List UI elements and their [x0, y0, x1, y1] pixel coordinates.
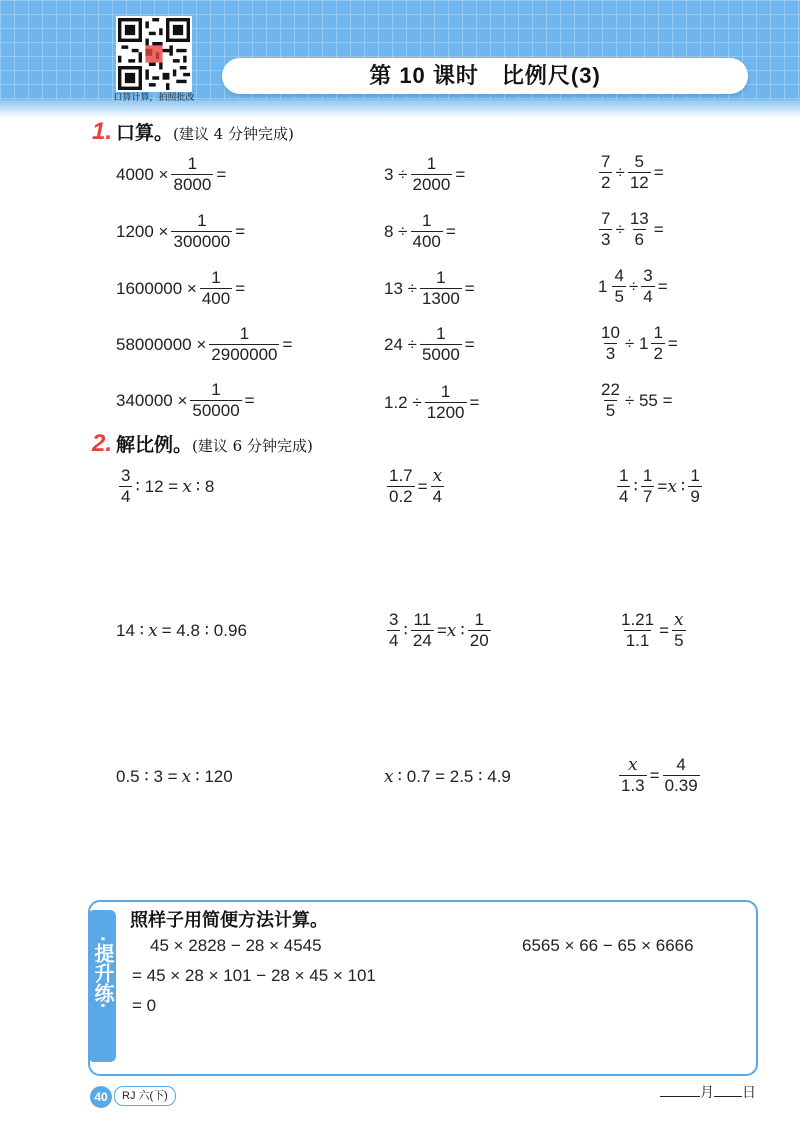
fraction [420, 324, 462, 365]
numerator: 1.21 [621, 610, 655, 629]
equals: = [417, 476, 428, 496]
equals: = [445, 221, 456, 241]
numerator: 1 [197, 211, 207, 230]
expr-text: = 4.8 ∶ 0.96 [161, 621, 247, 640]
expr-text: ∶ 0.7 = 2.5 ∶ 4.9 [397, 767, 511, 786]
numerator: 1 [211, 380, 221, 399]
numerator: 1 [474, 610, 484, 629]
denominator: 50000 [192, 401, 240, 420]
date-field [660, 1082, 756, 1102]
denominator: 2 [653, 344, 663, 363]
fraction [599, 209, 612, 250]
expr-text: 1600000 × [116, 278, 197, 298]
section-1-hint: (建议 4 分钟完成) [173, 125, 294, 143]
fraction [688, 466, 701, 507]
denominator: 4 [619, 487, 629, 506]
expr-text: ∶ 8 [195, 476, 215, 496]
fraction [209, 324, 279, 365]
oral-3-3 [598, 266, 668, 307]
proportion-8 [384, 767, 511, 787]
section-1-number: 1. [92, 118, 113, 145]
operator: ÷ [615, 219, 625, 239]
equals: = [216, 164, 227, 184]
expr-text: 8 ÷ [384, 221, 408, 241]
proportion-3 [614, 466, 705, 507]
operator: ÷ [628, 276, 639, 296]
numerator: 1 [619, 466, 629, 485]
numerator: 1 [690, 466, 700, 485]
variable-x: x [628, 755, 638, 775]
equals: = [649, 765, 660, 785]
section-1-title: 口算。 [116, 123, 174, 144]
denominator: 2000 [412, 175, 451, 194]
variable-x: x [446, 620, 457, 641]
numerator: 1 [436, 268, 446, 287]
equals: = [469, 392, 480, 412]
variable-x: x [384, 767, 394, 787]
oral-3-1 [596, 152, 664, 193]
numerator: 10 [601, 323, 620, 342]
variable-x: x [667, 476, 677, 497]
denominator: 6 [634, 230, 644, 249]
variable-x: x [181, 767, 192, 787]
denominator: 20 [469, 631, 489, 650]
equals: = [436, 620, 447, 640]
oral-1-4 [116, 324, 292, 365]
denominator: 24 [412, 631, 432, 650]
fraction [200, 268, 232, 309]
expr-text: 58000000 × [116, 334, 207, 354]
numerator: 1 [436, 324, 446, 343]
denominator: 2 [601, 173, 611, 192]
denominator: 3 [601, 230, 611, 249]
numerator: 3 [643, 266, 653, 285]
proportion-5 [384, 610, 494, 651]
fraction [425, 382, 467, 423]
numerator: 3 [389, 610, 399, 629]
oral-3-4 [596, 323, 678, 364]
example-line-3: = 0 [132, 996, 157, 1015]
numerator: 13 [629, 209, 649, 228]
fraction [387, 466, 415, 507]
expr-text: 3 ÷ [384, 164, 408, 184]
proportion-6 [616, 610, 689, 651]
fraction [411, 211, 443, 252]
denominator: 12 [629, 173, 649, 192]
numerator: 5 [634, 152, 644, 171]
denominator: 7 [642, 487, 653, 506]
expr-text: 4000 × [116, 164, 169, 184]
fraction [651, 323, 664, 364]
ratio-colon: ∶ [460, 620, 465, 640]
fraction [599, 323, 622, 364]
expr-text: 1200 × [116, 221, 169, 241]
numerator: 1 [426, 154, 437, 173]
numerator: 7 [601, 209, 611, 228]
denominator: 5000 [421, 345, 460, 364]
example-line-2: = 45 × 28 × 101 − 28 × 45 × 101 [132, 966, 376, 985]
advanced-problem: 6565 × 66 − 65 × 6666 [522, 936, 694, 955]
denominator: 0.39 [664, 776, 698, 795]
expr-text: 14 ∶ [116, 621, 145, 640]
numerator: 1 [239, 324, 250, 343]
section-2-title: 解比例。 [116, 435, 193, 456]
page-number: 40 [90, 1086, 112, 1108]
denominator: 5 [674, 631, 684, 650]
denominator: 2900000 [211, 345, 278, 364]
fraction [612, 266, 625, 307]
qr-code-icon [118, 18, 190, 90]
denominator: 1.3 [621, 776, 645, 795]
fraction [420, 268, 462, 309]
fraction [171, 154, 213, 195]
variable-x: x [182, 476, 192, 497]
denominator: 1300 [421, 289, 460, 308]
denominator: 1.1 [625, 631, 650, 650]
operator: ÷ [615, 162, 625, 182]
denominator: 1200 [426, 403, 465, 422]
numerator: 1 [421, 211, 432, 230]
advanced-side-label [88, 936, 116, 1017]
denominator: 4 [643, 287, 653, 306]
equals: = [464, 334, 475, 354]
numerator: 4 [676, 755, 686, 774]
proportion-7 [116, 767, 233, 787]
equals: = [464, 278, 475, 298]
fraction [411, 610, 434, 651]
expr-text: 24 ÷ [384, 334, 417, 354]
month-label: 月 [700, 1084, 714, 1100]
denominator: 400 [412, 232, 441, 251]
equals: = [244, 390, 255, 410]
equals: = [667, 333, 678, 353]
denominator: 8000 [173, 175, 212, 194]
day-blank[interactable] [714, 1082, 742, 1097]
side-label-text: ·提升练· [91, 936, 113, 1010]
denominator: 5 [614, 287, 624, 306]
oral-3-5 [596, 380, 673, 421]
denominator: 300000 [173, 232, 231, 251]
equals: = [235, 278, 246, 298]
oral-2-3 [384, 268, 475, 309]
fraction [663, 755, 700, 796]
oral-3-2 [596, 209, 664, 250]
numerator: 1 [642, 466, 653, 485]
fraction [599, 152, 612, 193]
expr-text: 0.5 ∶ 3 = [116, 767, 178, 786]
numerator: 1 [211, 268, 221, 287]
denominator: 3 [605, 344, 616, 363]
fraction [411, 154, 453, 195]
denominator: 400 [201, 289, 231, 308]
oral-2-5 [384, 382, 479, 423]
oral-1-3 [116, 268, 245, 309]
denominator: 4 [432, 487, 443, 506]
variable-x: x [432, 466, 443, 486]
section-2-heading [92, 430, 313, 458]
numerator: 1 [187, 154, 198, 173]
lesson-title: 第 10 课时 比例尺(3) [369, 63, 601, 88]
fraction [641, 266, 654, 307]
numerator: 7 [601, 152, 611, 171]
denominator: 9 [690, 487, 700, 506]
expr-text: 1.2 ÷ [384, 392, 422, 412]
qr-code[interactable] [116, 16, 192, 92]
fraction [641, 466, 654, 507]
equals: = [653, 162, 664, 182]
equals: = [657, 276, 668, 296]
fraction [468, 610, 491, 651]
operator: ÷ 1 [624, 333, 649, 353]
denominator: 4 [389, 631, 399, 650]
month-blank[interactable] [660, 1082, 700, 1097]
fraction [672, 610, 686, 651]
expr-text: 340000 × [116, 390, 188, 410]
ratio-colon: ∶ [680, 476, 686, 496]
numerator: 1 [653, 323, 663, 342]
section-2-hint: (建议 6 分钟完成) [192, 437, 313, 455]
fraction [628, 152, 651, 193]
proportion-2 [384, 466, 447, 507]
expr-text: ∶ 120 [195, 767, 233, 786]
equals: = [282, 334, 293, 354]
fraction [628, 209, 651, 250]
numerator: 3 [121, 466, 131, 485]
fraction [190, 380, 241, 421]
fraction [387, 610, 400, 651]
denominator: 4 [121, 487, 131, 506]
equals: = [455, 164, 466, 184]
day-label: 日 [742, 1084, 756, 1100]
expr-text: ÷ 55 = [624, 390, 673, 410]
denominator: 0.2 [389, 487, 413, 506]
numerator: 1 [440, 382, 451, 401]
ratio-colon: ∶ [633, 476, 638, 496]
book-label: RJ 六(下) [114, 1086, 176, 1106]
fraction [619, 610, 656, 651]
equals: = [657, 476, 668, 496]
section-1-heading [92, 118, 294, 146]
oral-1-5 [116, 380, 255, 421]
ratio-colon: ∶ [403, 620, 408, 640]
fraction [599, 380, 622, 421]
expr-text: ∶ 12 = [135, 476, 179, 496]
equals: = [235, 221, 246, 241]
equals: = [653, 219, 664, 239]
oral-2-1 [384, 154, 465, 195]
whole-number: 1 [598, 276, 608, 296]
denominator: 5 [605, 401, 616, 420]
lesson-title-bar [222, 58, 748, 94]
fraction [119, 466, 132, 507]
proportion-9 [616, 755, 703, 796]
oral-1-2 [116, 211, 245, 252]
fraction [431, 466, 445, 507]
numerator: 4 [614, 266, 624, 285]
numerator: 1.7 [389, 466, 413, 485]
fraction [619, 755, 647, 796]
example-line-1: 45 × 2828 − 28 × 4545 [150, 936, 322, 955]
numerator: 11 [413, 610, 432, 629]
section-2-number: 2. [92, 430, 113, 457]
oral-1-1 [116, 154, 226, 195]
oral-2-4 [384, 324, 475, 365]
variable-x: x [674, 610, 684, 630]
fraction [171, 211, 232, 252]
proportion-4 [116, 621, 247, 641]
variable-x: x [148, 621, 158, 641]
qr-caption: 口算计算，拍照批改 [113, 92, 195, 102]
advanced-title: 照样子用简便方法计算。 [130, 910, 328, 930]
numerator: 22 [601, 380, 620, 399]
fraction [617, 466, 630, 507]
proportion-1 [116, 466, 214, 507]
equals: = [659, 620, 670, 640]
expr-text: 13 ÷ [384, 278, 417, 298]
oral-2-2 [384, 211, 456, 252]
